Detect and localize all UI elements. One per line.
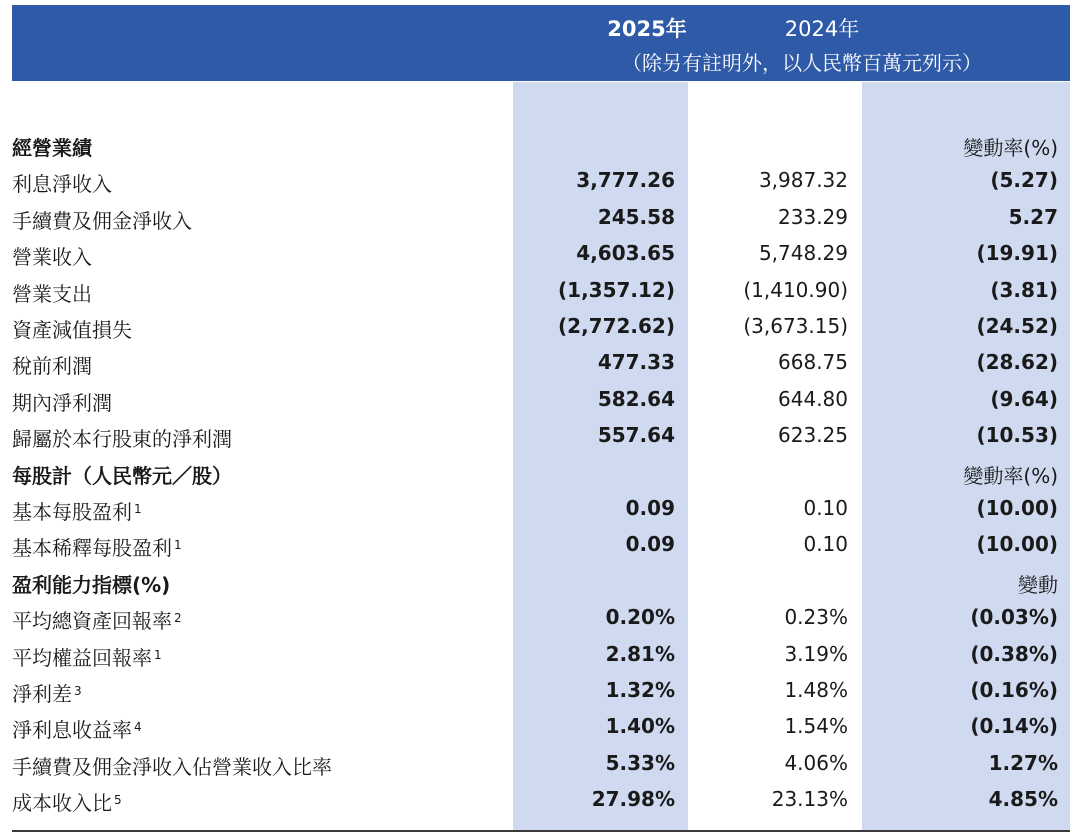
- footnote-marker: 3: [74, 684, 82, 698]
- row-label-text: 淨利差: [12, 682, 72, 706]
- row-label-text: 手續費及佣金淨收入佔營業收入比率: [12, 754, 332, 779]
- table-header: [12, 5, 1070, 81]
- row-label: [12, 241, 92, 270]
- footnote-marker: 1: [154, 647, 162, 662]
- section-header-row: [0, 565, 1080, 601]
- table-row: [0, 601, 1080, 637]
- table-row: [0, 419, 1080, 455]
- section-title: [12, 460, 232, 489]
- row-label: [12, 532, 182, 561]
- value-2025: (2,772.62): [558, 314, 675, 338]
- row-label: [12, 350, 92, 379]
- value-2024: 3.19%: [784, 641, 848, 666]
- row-label-text: 基本稀釋每股盈利: [12, 536, 172, 561]
- value-change: (9.64): [990, 386, 1058, 411]
- value-change: (24.52): [976, 314, 1058, 338]
- row-label: [12, 642, 162, 671]
- section-header-row: [0, 128, 1080, 164]
- section-title: [12, 569, 170, 598]
- value-2025: 245.58: [597, 204, 675, 229]
- value-2024: 23.13%: [771, 787, 848, 812]
- value-2025: 2.81%: [605, 641, 675, 666]
- table-row: [0, 201, 1080, 237]
- row-label: [12, 714, 142, 743]
- table-row: [0, 710, 1080, 746]
- value-change: (0.16%): [970, 678, 1058, 702]
- value-2024: 4.06%: [784, 750, 848, 775]
- value-2025: 557.64: [597, 423, 675, 448]
- row-label: [12, 314, 132, 343]
- row-label-text: 期內淨利潤: [12, 390, 112, 415]
- table-row: [0, 274, 1080, 310]
- row-label-text: 成本收入比: [12, 791, 112, 816]
- table-row: [0, 346, 1080, 382]
- value-2024: 3,987.32: [758, 168, 848, 193]
- value-2025: 4,603.65: [576, 241, 675, 266]
- row-label-text: 平均權益回報率: [12, 645, 152, 670]
- value-2025: (1,357.12): [558, 277, 675, 302]
- value-change: (0.14%): [970, 714, 1058, 739]
- table-row: [0, 674, 1080, 710]
- table-row: [0, 492, 1080, 528]
- row-label-text: 利息淨收入: [12, 172, 112, 197]
- value-change: (5.27): [990, 168, 1058, 193]
- row-label: [12, 678, 82, 707]
- value-change: (19.91): [976, 241, 1058, 266]
- table-row: [0, 164, 1080, 200]
- table-row: [0, 747, 1080, 783]
- value-change: (3.81): [990, 277, 1058, 302]
- value-2025: 3,777.26: [576, 168, 675, 193]
- value-2024: 0.23%: [784, 605, 848, 630]
- row-label-text: 手續費及佣金淨收入: [12, 208, 192, 233]
- value-change: 5.27: [1008, 204, 1058, 229]
- row-label: [12, 751, 332, 780]
- section-header-row: [0, 456, 1080, 492]
- value-change: 變動率(%): [963, 136, 1058, 160]
- footnote-marker: 4: [134, 720, 142, 735]
- value-change: (28.62): [976, 350, 1058, 375]
- value-2025: 582.64: [597, 386, 675, 411]
- row-label: [12, 423, 232, 452]
- row-label: [12, 787, 122, 816]
- value-2024: (1,410.90): [743, 277, 848, 302]
- value-2024: (3,673.15): [743, 314, 848, 338]
- value-2025: 0.09: [625, 496, 675, 520]
- table-row: [0, 310, 1080, 346]
- row-label-text: 淨利息收益率: [12, 718, 132, 743]
- value-change: 變動: [1018, 572, 1058, 597]
- value-change: (0.03%): [970, 605, 1058, 630]
- header-year-2025: 2025年: [607, 17, 687, 41]
- value-change: 變動率(%): [963, 463, 1058, 488]
- value-2025: 1.32%: [605, 678, 675, 702]
- value-2025: 1.40%: [605, 714, 675, 739]
- row-label-text: 盈利能力指標(%): [12, 572, 171, 597]
- row-label-text: 經營業績: [12, 136, 92, 160]
- value-2024: 644.80: [778, 386, 848, 411]
- value-change: 1.27%: [988, 750, 1058, 775]
- row-label: [12, 387, 112, 416]
- value-2025: 0.09: [625, 532, 675, 557]
- value-2024: 5,748.29: [758, 241, 848, 266]
- row-label: [12, 278, 92, 307]
- row-label-text: 基本每股盈利: [12, 500, 132, 524]
- header-unit-note: （除另有註明外，以人民幣百萬元列示）: [622, 51, 982, 75]
- row-label: [12, 205, 192, 234]
- header-year-2024: 2024年: [784, 17, 860, 41]
- value-2024: 668.75: [778, 350, 848, 375]
- value-2025: 0.20%: [605, 605, 675, 630]
- row-label-text: 歸屬於本行股東的淨利潤: [12, 427, 232, 452]
- value-change: (0.38%): [970, 641, 1058, 666]
- table-row: [0, 383, 1080, 419]
- value-change: (10.53): [976, 423, 1058, 448]
- value-2024: 0.10: [803, 532, 848, 557]
- value-change: (10.00): [976, 532, 1058, 557]
- row-label-text: 資產減值損失: [12, 318, 132, 342]
- row-label-text: 每股計（人民幣元／股）: [12, 463, 232, 488]
- section-title: [12, 132, 92, 161]
- row-label: [12, 605, 182, 634]
- value-2024: 1.48%: [784, 678, 848, 702]
- value-2024: 0.10: [803, 496, 848, 520]
- table-row: [0, 638, 1080, 674]
- footnote-marker: 2: [174, 611, 182, 626]
- row-label-text: 稅前利潤: [12, 354, 92, 379]
- table-row: [0, 528, 1080, 564]
- footnote-marker: 1: [134, 502, 142, 516]
- row-label-text: 營業收入: [12, 245, 92, 270]
- table-row: [0, 237, 1080, 273]
- value-2024: 1.54%: [784, 714, 848, 739]
- row-label: [12, 168, 112, 197]
- row-label-text: 營業支出: [12, 281, 92, 306]
- value-2025: 477.33: [597, 350, 675, 375]
- row-label-text: 平均總資產回報率: [12, 609, 172, 634]
- value-2025: 5.33%: [605, 750, 675, 775]
- value-change: 4.85%: [988, 787, 1058, 812]
- row-label: [12, 496, 142, 525]
- footnote-marker: 1: [174, 538, 182, 553]
- table-bottom-rule: [12, 830, 1070, 832]
- value-change: (10.00): [976, 496, 1058, 520]
- value-2024: 623.25: [778, 423, 848, 448]
- footnote-marker: 5: [114, 793, 122, 808]
- table-row: [0, 783, 1080, 819]
- value-2024: 233.29: [778, 204, 848, 229]
- value-2025: 27.98%: [591, 787, 675, 812]
